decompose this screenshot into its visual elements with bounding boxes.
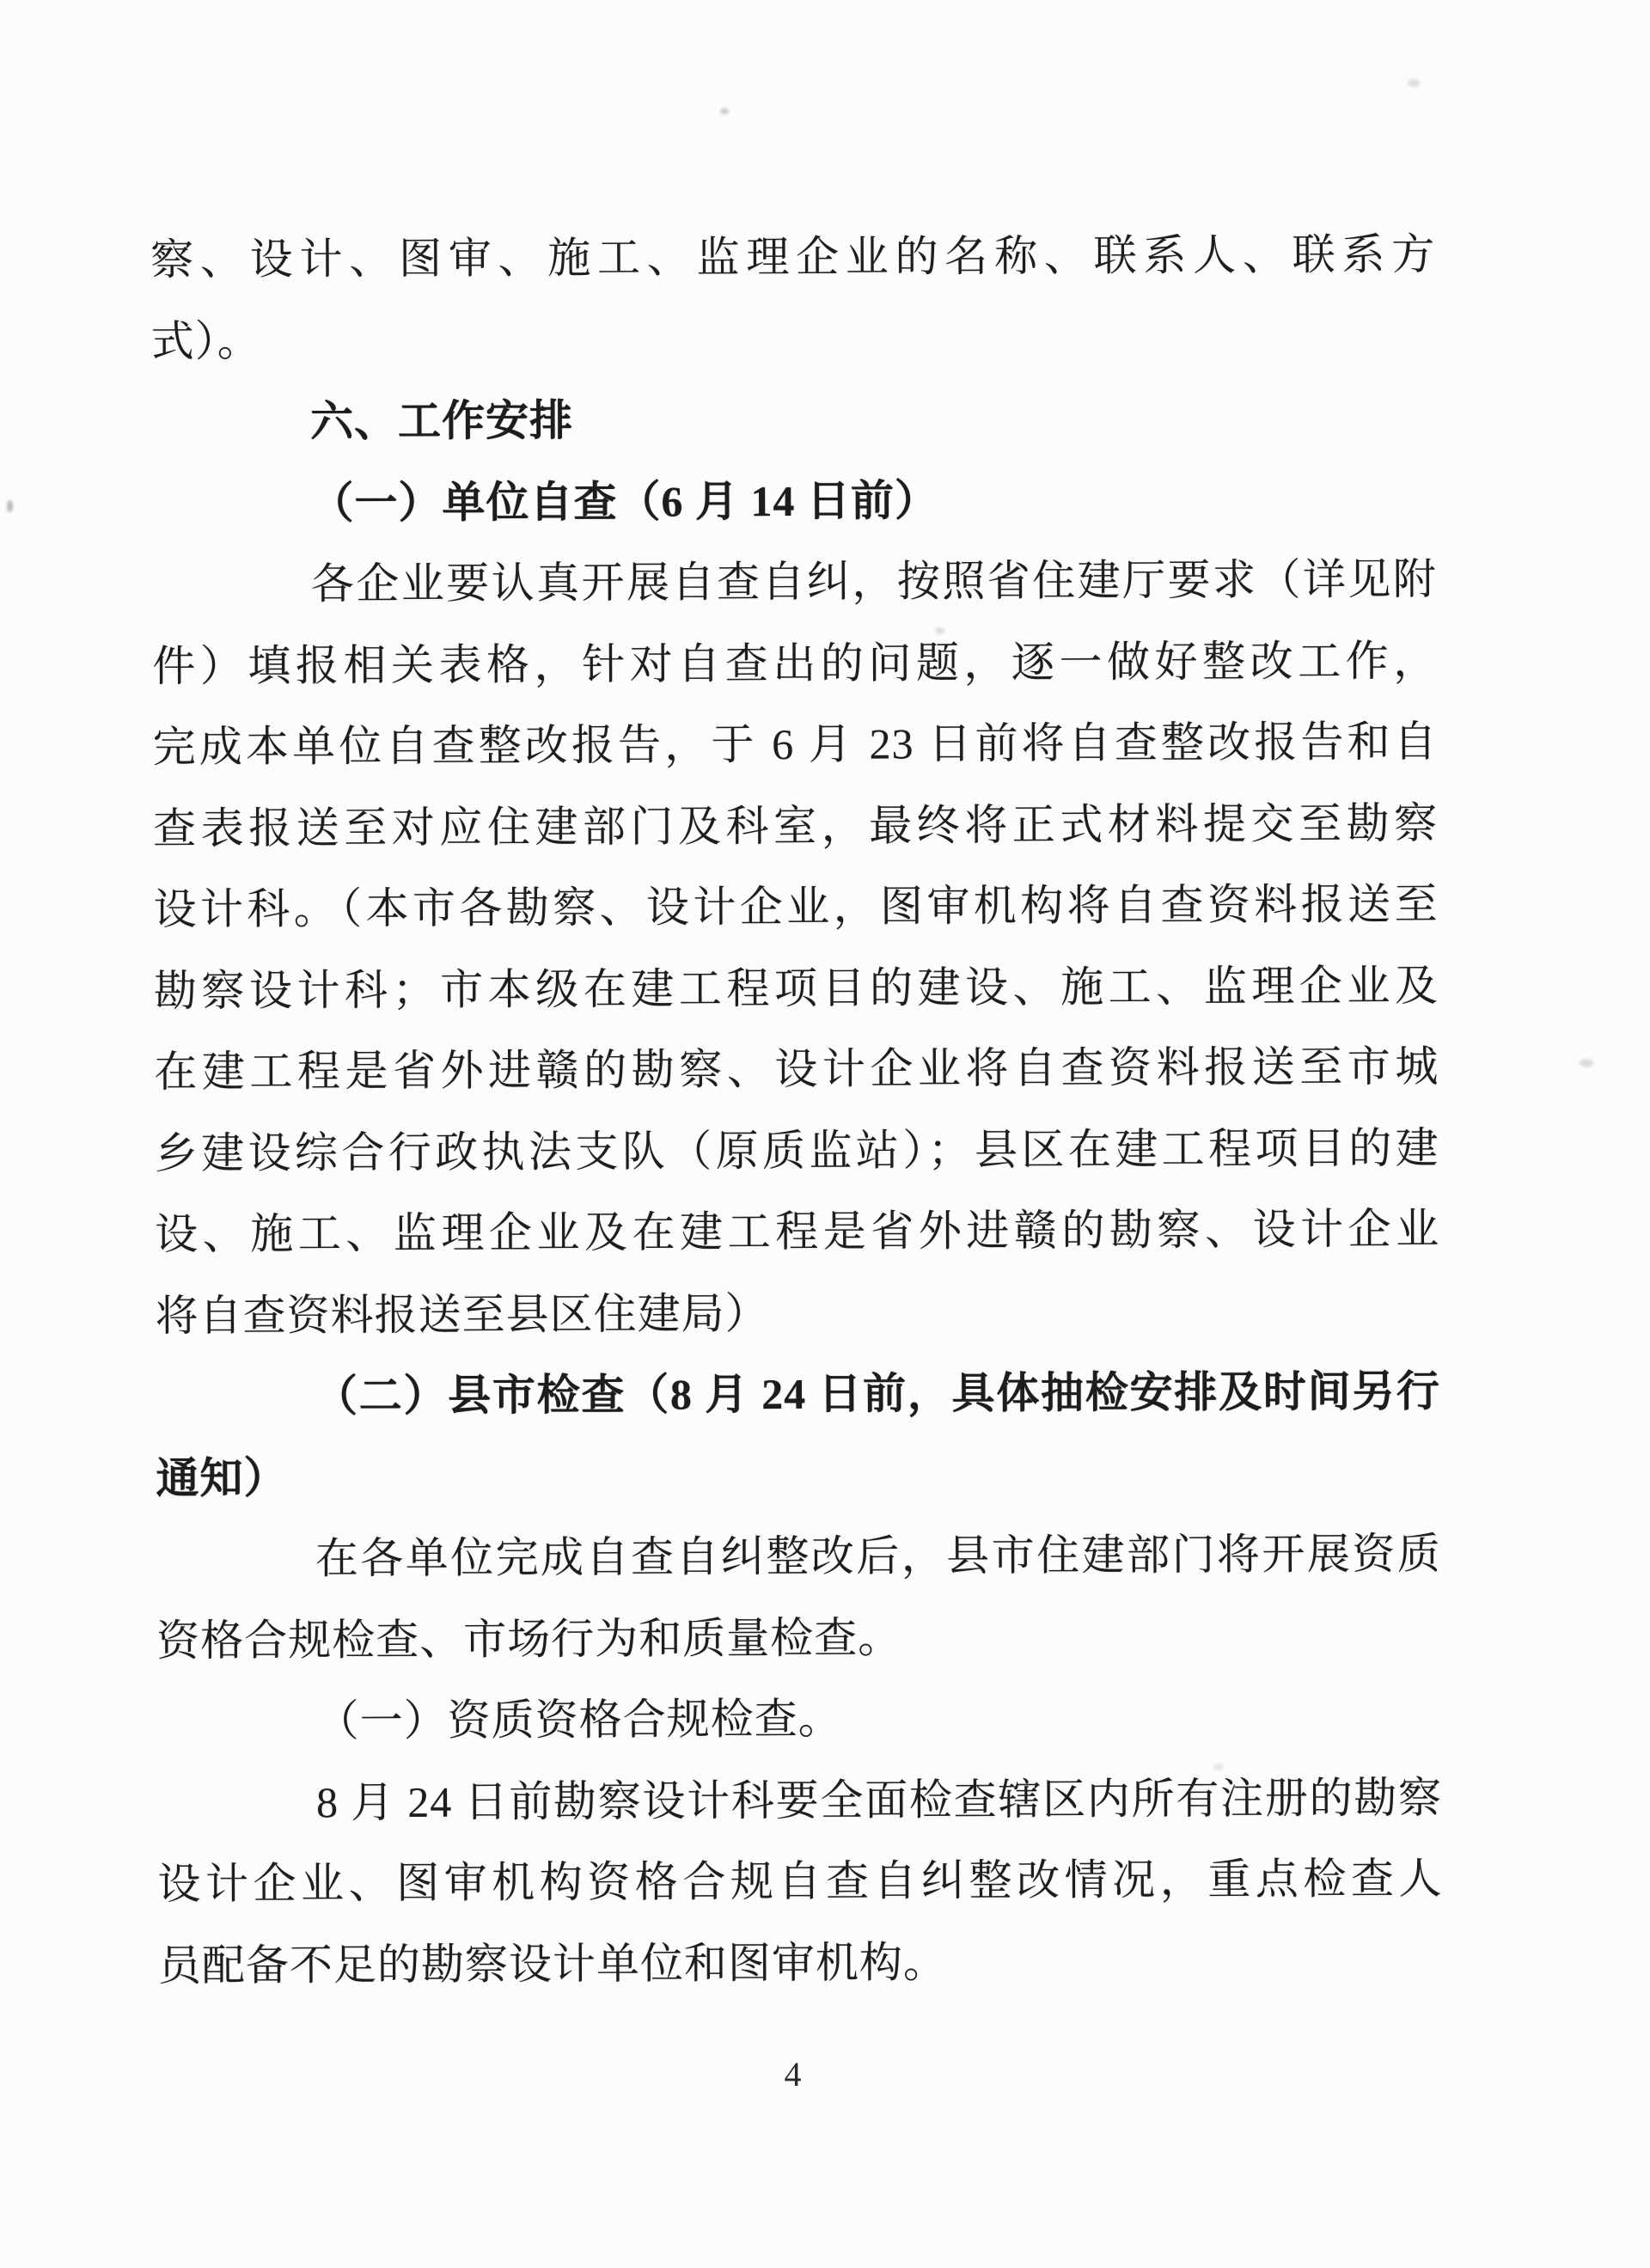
body-line: 勘察设计科；市本级在建工程项目的建设、施工、监理企业及 [153,961,1439,1015]
list-item-qualification-check: （一）资质资格合规检查。 [315,1694,842,1745]
scan-artifact [1580,1059,1593,1067]
body-line: 设、施工、监理企业及在建工程是省外进赣的勘察、设计企业 [155,1204,1440,1259]
body-line: 设计企业、图审机构资格合规自查自纠整改情况，重点检查人 [157,1854,1443,1909]
body-line: 各企业要认真开展自查自纠，按照省住建厅要求（详见附 [310,554,1437,608]
body-line: 设计科。（本市各勘察、设计企业，图审机构将自查资料报送至 [153,879,1439,934]
section-heading-work-arrangement: 六、工作安排 [309,396,574,446]
body-line: 件）填报相关表格，针对自查出的问题，逐一做好整改工作， [152,636,1438,690]
subsection-heading-self-inspection: （一）单位自查（6 月 14 日前） [310,475,939,527]
body-line: 完成本单位自查整改报告，于 6 月 23 日前将自查整改报告和自 [152,717,1438,772]
body-line: 资格合规检查、市场行为和质量检查。 [156,1612,902,1665]
body-line: 将自查资料报送至县区住建局） [155,1288,769,1340]
scan-artifact [1408,79,1420,87]
body-line: 查表报送至对应住建部门及科室，最终将正式材料提交至勘察 [152,798,1439,853]
body-line: 式）。 [150,316,261,365]
body-line: 乡建设综合行政执法支队（原质监站）；县区在建工程项目的建 [154,1123,1439,1177]
subsection-heading-continuation: 通知） [156,1453,288,1502]
body-line-continuation: 察、设计、图审、施工、监理企业的名称、联系人、联系方 [150,229,1436,284]
body-line: 8 月 24 日前勘察设计科要全面检查辖区内所有注册的勘察 [315,1773,1443,1826]
page-number: 4 [784,2055,802,2094]
scan-artifact [7,500,13,512]
body-line: 员配备不足的勘察设计单位和图审机构。 [157,1937,947,1990]
body-line: 在建工程是省外进赣的勘察、设计企业将自查资料报送至市城 [154,1042,1439,1097]
scan-artifact [720,108,729,114]
subsection-heading-county-inspection: （二）县市检查（8 月 24 日前，具体抽检安排及时间另行 [314,1366,1441,1421]
document-text-block [150,214,1443,2007]
body-line: 在各单位完成自查自纠整改后，县市住建部门将开展资质 [315,1529,1441,1583]
